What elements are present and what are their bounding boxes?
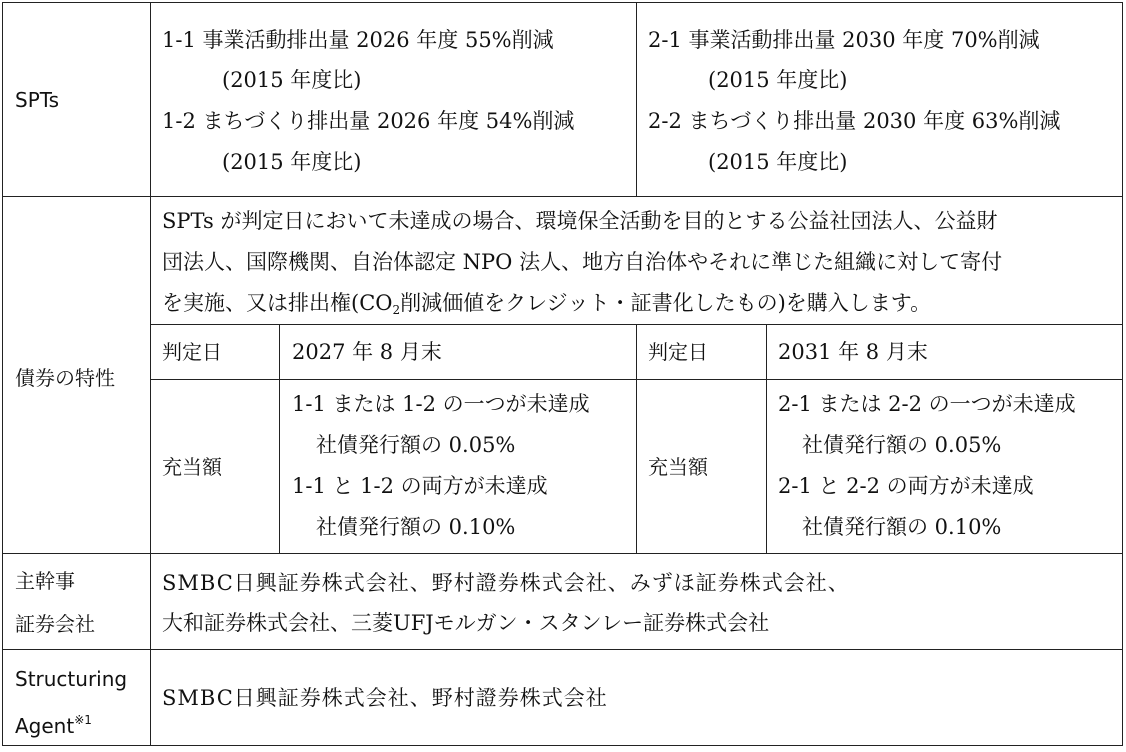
allocation-amount-label: 充当額	[648, 455, 708, 479]
bond-description-line: 団法人、国際機関、自治体認定 NPO 法人、地方自治体やそれに準じた組織に対して寄付	[162, 250, 1003, 274]
table-border-top	[2, 2, 1123, 3]
footnote-marker: ※1	[74, 713, 92, 727]
bond-description-line: を実施、又は排出権($CO_2$削減価値をクレジット・証書化したもの)を購入します。	[162, 291, 932, 317]
detail-column-divider	[636, 324, 637, 554]
row-divider	[2, 649, 1123, 650]
structuring-agent-label: Agent$^{※1}$	[15, 713, 92, 738]
row-divider	[2, 196, 1123, 197]
table-border-left	[2, 2, 3, 746]
bond-description-line: SPTs が判定日において未達成の場合、環境保全活動を目的とする公益社団法人、公益財	[162, 209, 998, 233]
spts-target-1-1: 1-1 事業活動排出量 2026 年度 55%削減	[162, 28, 554, 52]
spts-baseline-note: (2015 年度比)	[708, 68, 848, 92]
allocation-rate: 社債発行額の 0.05%	[802, 433, 1002, 457]
spts-baseline-note: (2015 年度比)	[708, 150, 848, 174]
allocation-condition: 1-1 と 1-2 の両方が未達成	[292, 474, 548, 498]
spts-target-2-2: 2-2 まちづくり排出量 2030 年度 63%削減	[648, 109, 1061, 133]
bond-terms-table	[2, 2, 1123, 746]
detail-column-divider	[279, 324, 280, 554]
allocation-condition: 2-1 または 2-2 の一つが未達成	[778, 392, 1076, 416]
bond-characteristics-label: 債券の特性	[15, 366, 115, 390]
table-border-bottom	[2, 745, 1123, 746]
spts-baseline-note: (2015 年度比)	[222, 150, 362, 174]
lead-manager-label: 証券会社	[15, 612, 95, 636]
lead-manager-label: 主幹事	[15, 569, 75, 593]
spts-target-1-2: 1-2 まちづくり排出量 2026 年度 54%削減	[162, 109, 575, 133]
structuring-agent-list: SMBC日興証券株式会社、野村證券株式会社	[162, 686, 608, 710]
judgement-date-label: 判定日	[162, 340, 222, 364]
allocation-rate: 社債発行額の 0.10%	[316, 515, 516, 539]
lead-manager-list: 大和証券株式会社、三菱UFJモルガン・スタンレー証券株式会社	[162, 611, 770, 635]
spts-target-2-1: 2-1 事業活動排出量 2030 年度 70%削減	[648, 28, 1040, 52]
label-column-divider	[150, 2, 151, 746]
allocation-rate: 社債発行額の 0.10%	[802, 515, 1002, 539]
spts-column-divider	[636, 2, 637, 197]
judgement-date-value: 2031 年 8 月末	[778, 340, 928, 364]
allocation-condition: 2-1 と 2-2 の両方が未達成	[778, 474, 1034, 498]
judgement-date-label: 判定日	[648, 340, 708, 364]
spts-baseline-note: (2015 年度比)	[222, 68, 362, 92]
lead-manager-list: SMBC日興証券株式会社、野村證券株式会社、みずほ証券株式会社、	[162, 571, 850, 595]
row-divider	[2, 553, 1123, 554]
judgement-date-value: 2027 年 8 月末	[292, 340, 442, 364]
detail-column-divider	[766, 324, 767, 554]
allocation-condition: 1-1 または 1-2 の一つが未達成	[292, 392, 590, 416]
structuring-agent-label: Structuring	[15, 667, 128, 691]
table-border-right	[1122, 2, 1123, 746]
spts-label: SPTs	[15, 88, 60, 112]
allocation-amount-label: 充当額	[162, 455, 222, 479]
allocation-rate: 社債発行額の 0.05%	[316, 433, 516, 457]
